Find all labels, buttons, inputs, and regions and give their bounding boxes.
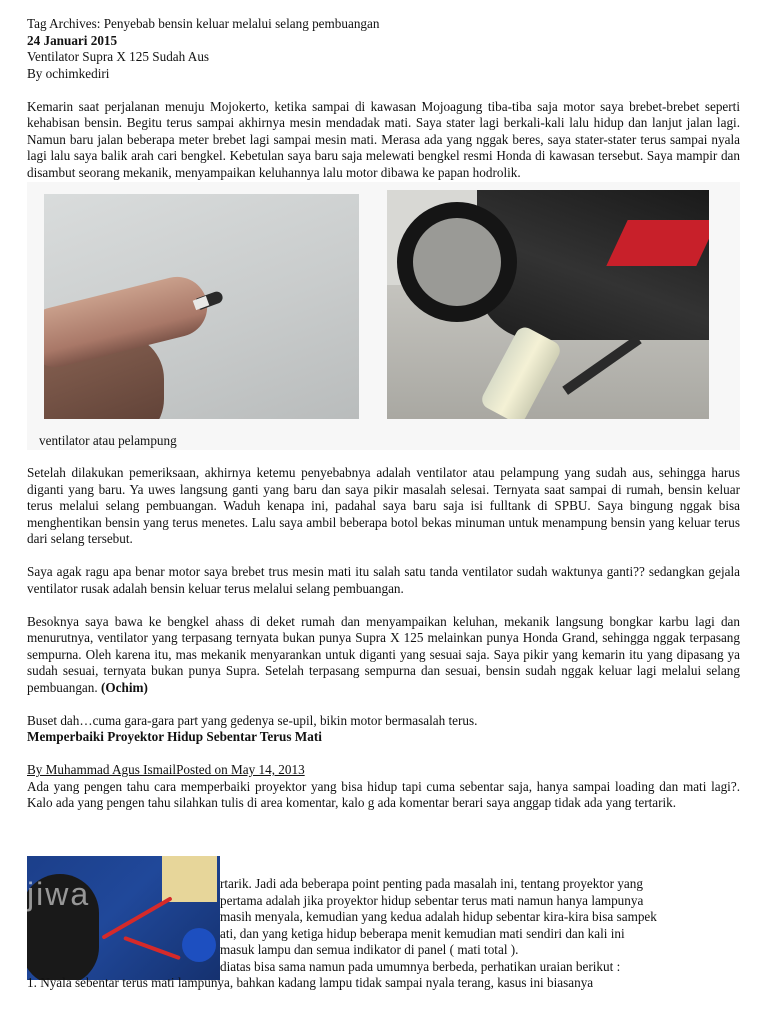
post-title[interactable]: Ventilator Supra X 125 Sudah Aus <box>27 49 210 64</box>
post-paragraph <box>27 614 740 697</box>
ventilator-photo <box>44 194 359 419</box>
paragraph-text: Besoknya saya bawa ke bengkel ahass di deket rumah dan menyampaikan keluhan, mekanik langsung bongkar karbu lagi dan menurutnya, ventilator yang terpasang ternyata bukan punya Supra X 125 melainkan punya Honda Grand, sehingga nggak terpasang sempurna. Oleh karena itu, mas mekanik menyarankan untuk diganti yang sesuai saja. Saya pikir yang kemarin itu yang dipasang ya sudah sesuai, ternyata bukan punya Supra. Setelah terpasang sempurna dan sesuai, bensin sudah nggak keluar lagi melalui selang pembuangan. <box>27 613 740 695</box>
post2-byline[interactable]: By Muhammad Agus IsmailPosted on May 14, 2013 <box>27 762 305 777</box>
wrapped-line: rtarik. Jadi ada beberapa point penting pada masalah ini, tentang proyektor yang <box>220 876 643 891</box>
wrapped-line: masih menyala, kemudian yang kedua adalah hidup sebentar kira-kira bisa sampek <box>220 909 657 924</box>
figure <box>27 182 740 450</box>
list-item <box>27 975 740 992</box>
wrapped-line: diatas bisa sama namun pada umumnya berbeda, perhatikan uraian berikut : <box>220 958 621 974</box>
post-paragraph: Buset dah…cuma gara-gara part yang gedenya se-upil, bikin motor bermasalah terus. <box>27 712 478 728</box>
document-page <box>27 16 740 812</box>
post-paragraph: Setelah dilakukan pemeriksaan, akhirnya ketemu penyebabnya adalah ventilator atau pelampung yang sudah aus, sehingga harus diganti yang baru. Ya uwes langsung ganti yang baru dan saya pikir masalah selesai. Ternyata saat sampai di rumah, bensin keluar terus melalui selang pembuangan. Waduh kenapa ini, padahal saya baru saja isi fulltank di SPBU. Saya bingung nggak bisa menghentikan bensin yang terus menetes. Lalu saya ambil beberapa botol bekas minuman untuk menampung bensin yang keluar terus dari selang tersebut. <box>27 465 740 546</box>
figure-caption: ventilator atau pelampung <box>39 433 177 448</box>
post2-title[interactable]: Memperbaiki Proyektor Hidup Sebentar Terus Mati <box>27 729 322 744</box>
wrapped-line: pertama adalah jika proyektor hidup sebentar terus mati namun hanya lampunya <box>220 892 644 908</box>
list-item-text: 1. Nyala sebentar terus mati lampunya, bahkan kadang lampu tidak sampai nyala terang, kasus ini biasanya <box>27 975 594 990</box>
post-date: 24 Januari 2015 <box>27 32 118 48</box>
motorcycle-photo <box>387 190 709 419</box>
wrapped-text <box>220 876 740 975</box>
wrapped-line: ati, dan yang ketiga hidup beberapa menit kemudian mati sendiri dan kali ini <box>220 925 625 941</box>
post-paragraph: Kemarin saat perjalanan menuju Mojokerto, ketika sampai di kawasan Mojoagung tiba-tiba saja motor saya brebet-brebet seperti kehabisan bensin. Begitu terus sampai akhirnya mesin mendadak mati. Saya stater lagi berkali-kali lalu hidup dan lanjut jalan lagi. Namun baru jalan beberapa meter brebet lagi sampai mesin mati. Merasa ada yang nggak beres, saya stater-stater terus sampai nyala lagi lalu saya balik arah cari bengkel. Kebetulan saya baru saja melewati bengkel resmi Honda di kawasan tersebut. Saya mampir dan disambut seorang mekanik, menyampaikan keluhannya lalu motor dibawa ke papan hodrolik. <box>27 98 740 180</box>
wrapped-line: masuk lampu dan semua indikator di panel ( mati total ). <box>220 942 519 957</box>
post-paragraph: Saya agak ragu apa benar motor saya brebet trus mesin mati itu salah satu tanda ventilator sudah waktunya ganti?? sedangkan gejala ventilator rusak adalah bensin keluar terus melalui selang pembuangan. <box>27 564 740 596</box>
author-note: (Ochim) <box>100 679 148 695</box>
projector-circuit-photo <box>27 856 220 980</box>
image-watermark: jiwa <box>27 876 91 912</box>
tag-archive-line: Tag Archives: Penyebab bensin keluar melalui selang pembuangan <box>27 16 380 31</box>
post-paragraph: Ada yang pengen tahu cara memperbaiki proyektor yang bisa hidup tapi cuma sebentar saja, hanya sampai loading dan mati lagi?. Kalo ada yang pengen tahu silahkan tulis di area komentar, kalo g ada komentar berari saya anggap tidak ada yang tertarik. <box>27 778 740 810</box>
post-byline[interactable]: By ochimkediri <box>27 65 110 81</box>
